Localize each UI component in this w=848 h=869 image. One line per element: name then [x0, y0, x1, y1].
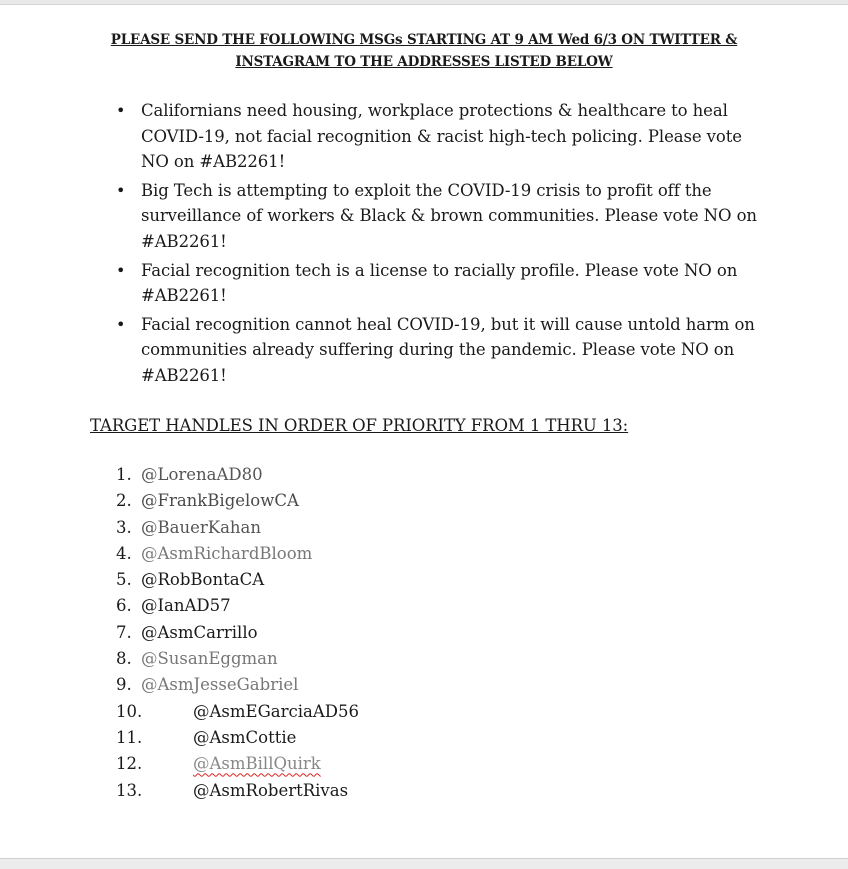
page-bottom-edge	[0, 858, 848, 869]
bullet-icon: •	[116, 260, 126, 280]
handle-text: @BauerKahan	[141, 517, 261, 537]
message-item	[112, 258, 762, 309]
page-heading	[90, 30, 758, 73]
handle-text: @AsmJesseGabriel	[141, 675, 299, 695]
message-list	[112, 98, 762, 392]
handle-number: 13.	[116, 780, 143, 800]
handle-text: @AsmRobertRivas	[193, 780, 349, 800]
handle-item	[116, 515, 359, 541]
heading-line-2: INSTAGRAM TO THE ADDRESSES LISTED BELOW	[235, 53, 613, 70]
handle-number: 9.	[116, 675, 132, 695]
message-item	[112, 312, 762, 389]
handle-number: 1.	[116, 465, 132, 484]
handle-text: @AsmEGarciaAD56	[193, 701, 359, 721]
handle-item	[116, 699, 359, 725]
handle-text: @RobBontaCA	[141, 570, 265, 590]
handle-number: 7.	[116, 622, 132, 642]
handle-text: @SusanEggman	[141, 649, 278, 669]
bullet-icon: •	[116, 180, 126, 200]
handle-number: 12.	[116, 754, 143, 774]
handle-item	[116, 593, 359, 619]
handle-item	[116, 462, 359, 488]
handle-text: @LorenaAD80	[141, 465, 263, 484]
handle-number: 2.	[116, 491, 132, 511]
handle-item	[116, 567, 359, 593]
message-text: Facial recognition cannot heal COVID-19, but it will cause untold harm on communities already suffering during the pandemic. Please vote NO on #AB2261!	[141, 314, 755, 385]
handle-text: @IanAD57	[141, 596, 231, 616]
handle-item	[116, 778, 359, 804]
message-item	[112, 178, 762, 255]
handle-item	[116, 488, 359, 514]
handle-number: 10.	[116, 701, 143, 721]
handle-item	[116, 541, 359, 567]
handle-text: @AsmCarrillo	[141, 622, 258, 642]
handle-item	[116, 620, 359, 646]
page-top-edge	[0, 0, 848, 5]
bullet-icon: •	[116, 101, 126, 120]
handle-text: @AsmRichardBloom	[141, 543, 313, 563]
handle-text: @AsmBillQuirk	[193, 754, 321, 774]
handle-number: 8.	[116, 649, 132, 669]
targets-heading: TARGET HANDLES IN ORDER OF PRIORITY FROM 1 THRU 13:	[90, 416, 629, 435]
heading-line-1: PLEASE SEND THE FOLLOWING MSGs STARTING AT 9 AM Wed 6/3 ON TWITTER &	[110, 32, 738, 48]
handle-number: 11.	[116, 727, 143, 747]
handle-number: 6.	[116, 596, 132, 616]
handle-item	[116, 672, 359, 698]
handle-number: 5.	[116, 570, 132, 590]
message-text: Californians need housing, workplace protections & healthcare to heal COVID-19, not facial recognition & racist high-tech policing. Please vote NO on #AB2261!	[141, 101, 742, 172]
handle-number: 4.	[116, 543, 132, 563]
handle-item	[116, 646, 359, 672]
bullet-icon: •	[116, 314, 126, 334]
message-text: Facial recognition tech is a license to racially profile. Please vote NO on #AB2261!	[141, 260, 738, 306]
handle-item	[116, 725, 359, 751]
message-text: Big Tech is attempting to exploit the COVID-19 crisis to profit off the surveillance of workers & Black & brown communities. Please vote NO on #AB2261!	[141, 180, 757, 251]
handle-text: @AsmCottie	[193, 727, 297, 747]
handle-text: @FrankBigelowCA	[141, 491, 299, 511]
handle-list	[116, 462, 359, 804]
message-item	[112, 98, 762, 175]
handle-number: 3.	[116, 517, 132, 537]
handle-item	[116, 751, 359, 777]
